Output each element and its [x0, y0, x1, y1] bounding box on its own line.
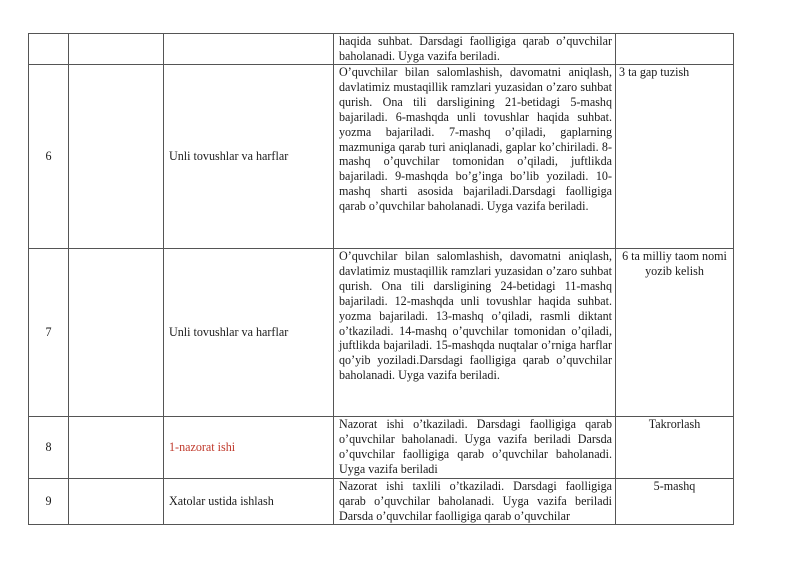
homework: 5-mashq: [616, 479, 734, 525]
table-row: [29, 249, 734, 417]
lesson-topic: Unli tovushlar va harflar: [164, 65, 334, 249]
hours-cell: [69, 249, 164, 417]
lesson-number: [29, 34, 69, 65]
lesson-content: Nazorat ishi taxlili o’tkaziladi. Darsdagi faolligiga qarab o’quvchilar baholanadi. Uyga vazifa beriladi Darsda o’quvchilar faolligiga qarab o’quvchilar: [334, 479, 616, 525]
lesson-number: 7: [29, 249, 69, 417]
lesson-topic: Xatolar ustida ishlash: [164, 479, 334, 525]
lesson-content: O’quvchilar bilan salomlashish, davomatni aniqlash, davlatimiz mustaqillik ramzlari yuzasidan o’zaro suhbat qurish. Ona tili darsligining 21-betidagi 5-mashq bajariladi. 6-mashqda unli tovushlar haqida suhbat. yozma bajariladi. 7-mashq o’qiladi, gaplarning mazmuniga qarab turi aniqlanadi, gaplar ko’chiriladi. 8-mashq o’quvchilar tomonidan o’qiladi, juftlikda bajariladi. 9-mashqda bo’g’inga bo’lib yoziladi. 10-mashq sharti asosida bajariladi.Darsdagi faolligiga qarab o’quvchilar baholanadi. Uyga vazifa beriladi.: [334, 65, 616, 249]
table-row: [29, 34, 734, 65]
lesson-content: Nazorat ishi o’tkaziladi. Darsdagi faolligiga qarab o’quvchilar baholanadi. Uyga vazifa beriladi Darsda o’quvchilar faolligiga qarab o’quvchilar baholanadi. Uyga vazifa beriladi: [334, 417, 616, 479]
lesson-topic: 1-nazorat ishi: [164, 417, 334, 479]
hours-cell: [69, 479, 164, 525]
lesson-content: O’quvchilar bilan salomlashish, davomatni aniqlash, davlatimiz mustaqillik ramzlari yuzasidan o’zaro suhbat qurish. Ona tili darsligining 24-betidagi 11-mashq bajariladi. 12-mashqda unli tovushlar haqida suhbat. yozma bajariladi. 13-mashq o’qiladi, rasmli diktant o’tkaziladi. 14-mashq o’quvchilar tomonidan o’qiladi, juftlikda bajariladi. 15-mashqda nuqtalar o’rniga harflar qo’yib yoziladi.Darsdagi faolligiga qarab o’quvchilar baholanadi. Uyga vazifa beriladi.: [334, 249, 616, 417]
homework: 3 ta gap tuzish: [616, 65, 734, 249]
table-row: [29, 417, 734, 479]
homework: [616, 34, 734, 65]
table-row: [29, 65, 734, 249]
lesson-content: haqida suhbat. Darsdagi faolligiga qarab o’quvchilar baholanadi. Uyga vazifa beriladi.: [334, 34, 616, 65]
homework: 6 ta milliy taom nomi yozib kelish: [616, 249, 734, 417]
hours-cell: [69, 34, 164, 65]
lesson-plan-table: [28, 33, 734, 525]
lesson-topic: Unli tovushlar va harflar: [164, 249, 334, 417]
hours-cell: [69, 417, 164, 479]
hours-cell: [69, 65, 164, 249]
lesson-number: 8: [29, 417, 69, 479]
table-row: [29, 479, 734, 525]
lesson-number: 6: [29, 65, 69, 249]
lesson-number: 9: [29, 479, 69, 525]
homework: Takrorlash: [616, 417, 734, 479]
lesson-topic: [164, 34, 334, 65]
